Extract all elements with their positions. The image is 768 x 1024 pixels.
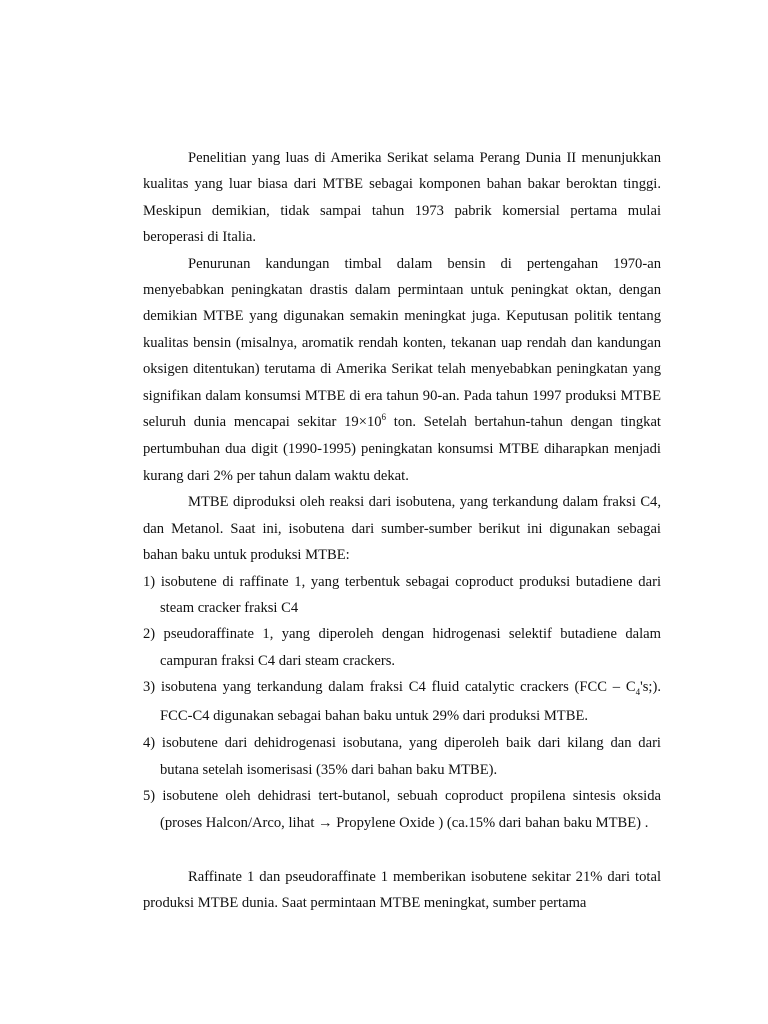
- list-item-text-a: 3) isobutena yang terkandung dalam fraksi C4 fluid catalytic crackers (FCC – C: [143, 679, 636, 696]
- list-item: 4) isobutene dari dehidrogenasi isobutana, yang diperoleh baik dari kilang dan dari butana setelah isomerisasi (35% dari bahan baku MTBE).: [143, 735, 661, 778]
- list-item-text-b: 's;). FCC-C4 digunakan sebagai bahan baku untuk 29% dari produksi MTBE.: [160, 679, 661, 724]
- paragraph-mtbe-demand-text-a: Penurunan kandungan timbal dalam bensin di pertengahan 1970-an menyebabkan peningkatan drastis dalam permintaan untuk peningkat oktan, dengan demikian MTBE yang digunakan semakin meningkat juga. Keputusan politik tentang kualitas bensin (misalnya, aromatik rendah konten, tekanan uap rendah dan kandungan oksigen ditentukan) terutama di Amerika Serikat telah menyebabkan peningkatan yang signifikan dalam konsumsi MTBE di era tahun 90-an. Pada tahun 1997 produksi MTBE seluruh dunia mencapai sekitar 19×10: [143, 255, 661, 431]
- feedstock-list: [143, 569, 661, 838]
- paragraph-mtbe-history: Penelitian yang luas di Amerika Serikat selama Perang Dunia II menunjukkan kualitas yang luar biasa dari MTBE sebagai komponen bahan bakar beroktan tinggi. Meskipun demikian, tidak sampai tahun 1973 pabrik komersial pertama mulai beroperasi di Italia.: [143, 150, 661, 246]
- paragraph-mtbe-demand: [143, 251, 661, 490]
- list-item: 2) pseudoraffinate 1, yang diperoleh dengan hidrogenasi selektif butadiene dalam campuran fraksi C4 dari steam crackers.: [143, 626, 661, 669]
- paragraph-mtbe-demand-text-b: ton. Setelah bertahun-tahun dengan tingkat pertumbuhan dua digit (1990-1995) peningkatan konsumsi MTBE diharapkan menjadi kurang dari 2% per tahun dalam waktu dekat.: [143, 414, 661, 484]
- paragraph-raffinate: Raffinate 1 dan pseudoraffinate 1 memberikan isobutene sekitar 21% dari total produksi MTBE dunia. Saat permintaan MTBE meningkat, sumber pertama: [143, 868, 661, 912]
- list-item: 5) isobutene oleh dehidrasi tert-butanol, sebuah coproduct propilena sintesis oksida (proses Halcon/Arco, lihat → Propylene Oxide ) (ca.15% dari bahan baku MTBE) .: [143, 787, 661, 832]
- list-item: [143, 674, 661, 730]
- paragraph-spacer: [143, 838, 661, 864]
- exponent-superscript: 6: [381, 412, 387, 423]
- document-body: [143, 145, 661, 917]
- list-item: 1) isobutene di raffinate 1, yang terbentuk sebagai coproduct produksi butadiene dari steam cracker fraksi C4: [143, 573, 661, 616]
- carbon-subscript: 4: [635, 687, 641, 698]
- paragraph-mtbe-production: MTBE diproduksi oleh reaksi dari isobutena, yang terkandung dalam fraksi C4, dan Metanol. Saat ini, isobutena dari sumber-sumber berikut ini digunakan sebagai bahan baku untuk produksi MTBE:: [143, 494, 661, 564]
